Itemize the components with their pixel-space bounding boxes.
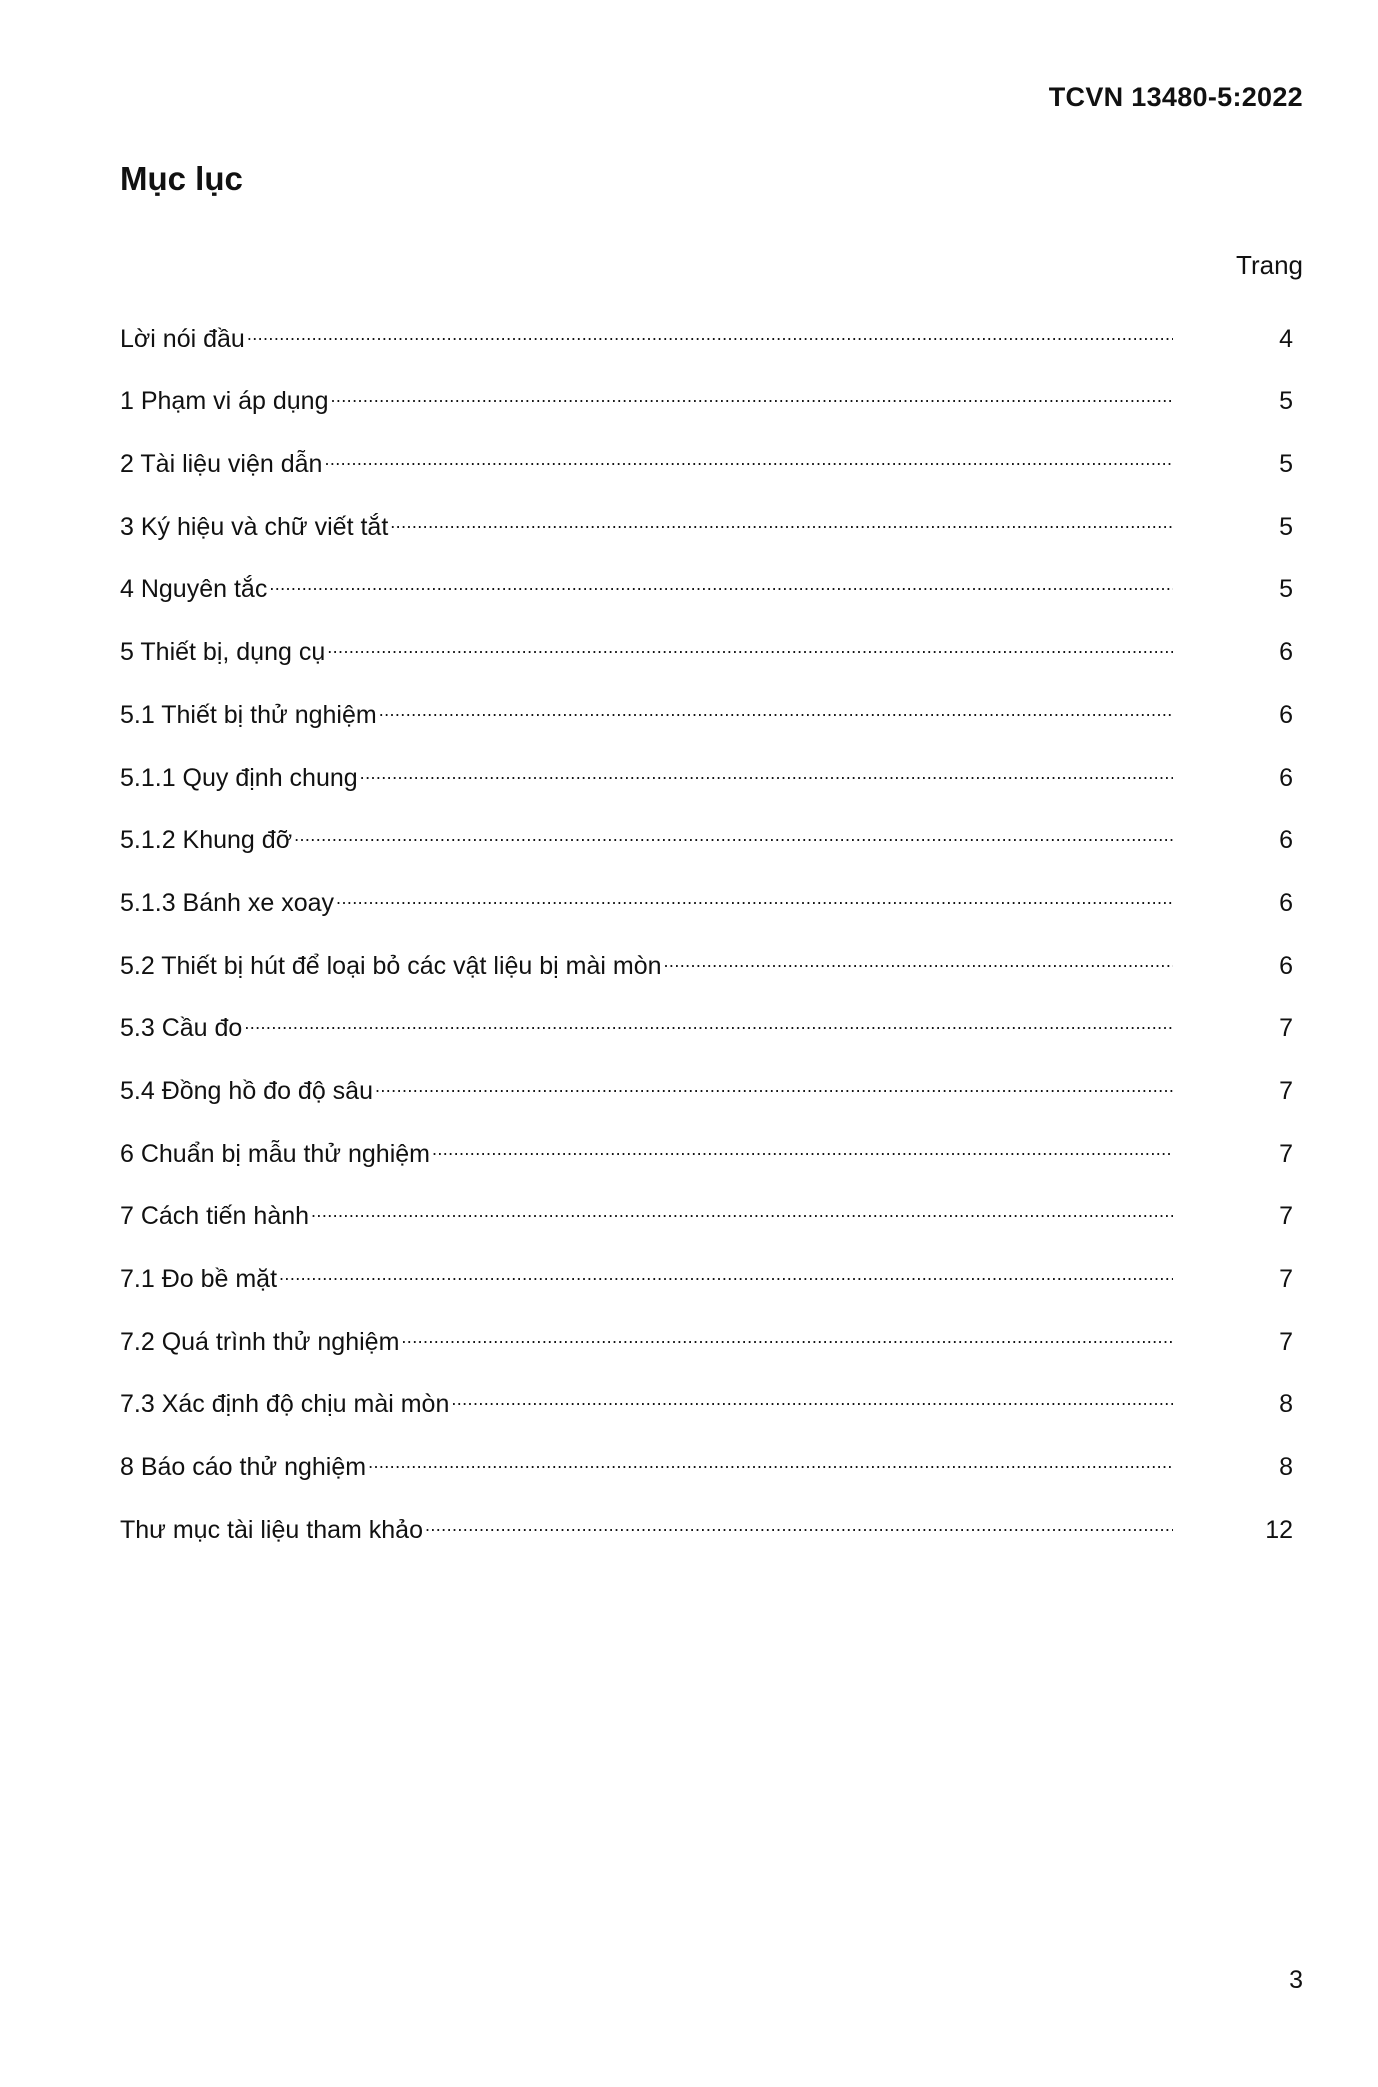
toc-entry-page: 5 bbox=[1279, 512, 1293, 541]
toc-entry-label: 3 Ký hiệu và chữ viết tắt bbox=[120, 512, 389, 541]
toc-entry-label: 7 Cách tiến hành bbox=[120, 1202, 310, 1231]
toc-leader-dots bbox=[334, 886, 1173, 920]
toc-entry-label: 5 Thiết bị, dụng cụ bbox=[120, 638, 326, 667]
toc-entry-page: 5 bbox=[1279, 387, 1293, 416]
toc-entry-page: 5 bbox=[1279, 575, 1293, 604]
toc-entry-page: 12 bbox=[1265, 1515, 1293, 1544]
toc-entry-label: 5.4 Đồng hồ đo độ sâu bbox=[120, 1076, 373, 1105]
document-code: TCVN 13480-5:2022 bbox=[1048, 82, 1303, 112]
toc-leader-dots bbox=[423, 1513, 1173, 1547]
toc-leader-dots bbox=[322, 447, 1173, 481]
toc-entry-page: 5 bbox=[1279, 450, 1293, 479]
toc-entry bbox=[120, 356, 1293, 419]
toc-entry bbox=[120, 481, 1293, 544]
toc-leader-dots bbox=[328, 384, 1173, 418]
toc-leader-dots bbox=[373, 1074, 1173, 1108]
toc-entry bbox=[120, 293, 1293, 356]
toc-entry-label: 2 Tài liệu viện dẫn bbox=[120, 450, 323, 479]
toc-leader-dots bbox=[430, 1137, 1173, 1171]
page-number: 3 bbox=[1289, 1966, 1303, 1994]
toc-entry bbox=[120, 418, 1293, 481]
toc-entry-label: Lời nói đầu bbox=[120, 324, 245, 353]
toc-entry-page: 7 bbox=[1279, 1014, 1293, 1043]
toc-entry bbox=[120, 983, 1293, 1046]
toc-entry-label: 7.2 Quá trình thử nghiệm bbox=[120, 1327, 400, 1356]
toc-entry bbox=[120, 669, 1293, 732]
toc-entry-page: 6 bbox=[1279, 763, 1293, 792]
toc-entry-page: 7 bbox=[1279, 1139, 1293, 1168]
toc-entry-page: 7 bbox=[1279, 1327, 1293, 1356]
toc-leader-dots bbox=[388, 510, 1173, 544]
toc-entry bbox=[120, 795, 1293, 858]
toc-entry-page: 8 bbox=[1279, 1453, 1293, 1482]
toc-entry-label: 5.1 Thiết bị thử nghiệm bbox=[120, 700, 377, 729]
toc-entry-page: 6 bbox=[1279, 826, 1293, 855]
toc-title: Mục lục bbox=[120, 160, 243, 197]
toc-entry bbox=[120, 1045, 1293, 1108]
toc-entry bbox=[120, 1233, 1293, 1296]
toc-leader-dots bbox=[325, 635, 1173, 669]
toc-leader-dots bbox=[267, 572, 1173, 606]
toc-leader-dots bbox=[292, 823, 1173, 857]
toc-entry-label: 7.3 Xác định độ chịu mài mòn bbox=[120, 1390, 450, 1419]
toc-leader-dots bbox=[366, 1450, 1173, 1484]
toc-leader-dots bbox=[358, 761, 1173, 795]
toc-leader-dots bbox=[662, 949, 1173, 983]
toc-entry bbox=[120, 857, 1293, 920]
toc-entry-label: 1 Phạm vi áp dụng bbox=[120, 387, 329, 416]
toc-list bbox=[120, 293, 1293, 1547]
toc-entry-label: 7.1 Đo bề mặt bbox=[120, 1265, 278, 1293]
toc-entry-label: Thư mục tài liệu tham khảo bbox=[120, 1515, 423, 1544]
toc-leader-dots bbox=[377, 698, 1173, 732]
toc-entry-page: 6 bbox=[1279, 888, 1293, 917]
toc-entry bbox=[120, 1421, 1293, 1484]
toc-leader-dots bbox=[242, 1011, 1173, 1045]
toc-leader-dots bbox=[277, 1262, 1173, 1296]
toc-entry bbox=[120, 1359, 1293, 1422]
toc-leader-dots bbox=[399, 1325, 1173, 1359]
toc-entry bbox=[120, 1108, 1293, 1171]
toc-leader-dots bbox=[449, 1387, 1173, 1421]
toc-entry-page: 7 bbox=[1279, 1076, 1293, 1105]
toc-entry-label: 5.3 Cầu đo bbox=[120, 1014, 243, 1043]
toc-entry-page: 4 bbox=[1279, 324, 1293, 353]
toc-entry-page: 7 bbox=[1279, 1265, 1293, 1293]
toc-entry-label: 8 Báo cáo thử nghiệm bbox=[120, 1453, 367, 1482]
toc-entry-label: 5.2 Thiết bị hút để loại bỏ các vật liệu bị mài mòn bbox=[120, 951, 662, 980]
toc-leader-dots bbox=[309, 1199, 1173, 1233]
toc-entry bbox=[120, 606, 1293, 669]
toc-entry-label: 6 Chuẩn bị mẫu thử nghiệm bbox=[120, 1139, 430, 1168]
toc-entry bbox=[120, 544, 1293, 607]
toc-entry-label: 5.1.3 Bánh xe xoay bbox=[120, 888, 335, 917]
toc-entry-label: 4 Nguyên tắc bbox=[120, 575, 268, 604]
toc-entry bbox=[120, 1296, 1293, 1359]
toc-entry bbox=[120, 1171, 1293, 1234]
toc-entry-page: 6 bbox=[1279, 638, 1293, 667]
toc-entry-page: 8 bbox=[1279, 1390, 1293, 1419]
page-column-label: Trang bbox=[1236, 250, 1303, 280]
toc-entry-label: 5.1.2 Khung đỡ bbox=[120, 826, 293, 855]
toc-entry bbox=[120, 920, 1293, 983]
toc-entry-page: 6 bbox=[1279, 951, 1293, 980]
toc-entry bbox=[120, 732, 1293, 795]
toc-entry bbox=[120, 1484, 1293, 1547]
toc-entry-page: 6 bbox=[1279, 700, 1293, 729]
toc-entry-page: 7 bbox=[1279, 1202, 1293, 1231]
toc-entry-label: 5.1.1 Quy định chung bbox=[120, 763, 358, 792]
toc-leader-dots bbox=[245, 322, 1173, 356]
